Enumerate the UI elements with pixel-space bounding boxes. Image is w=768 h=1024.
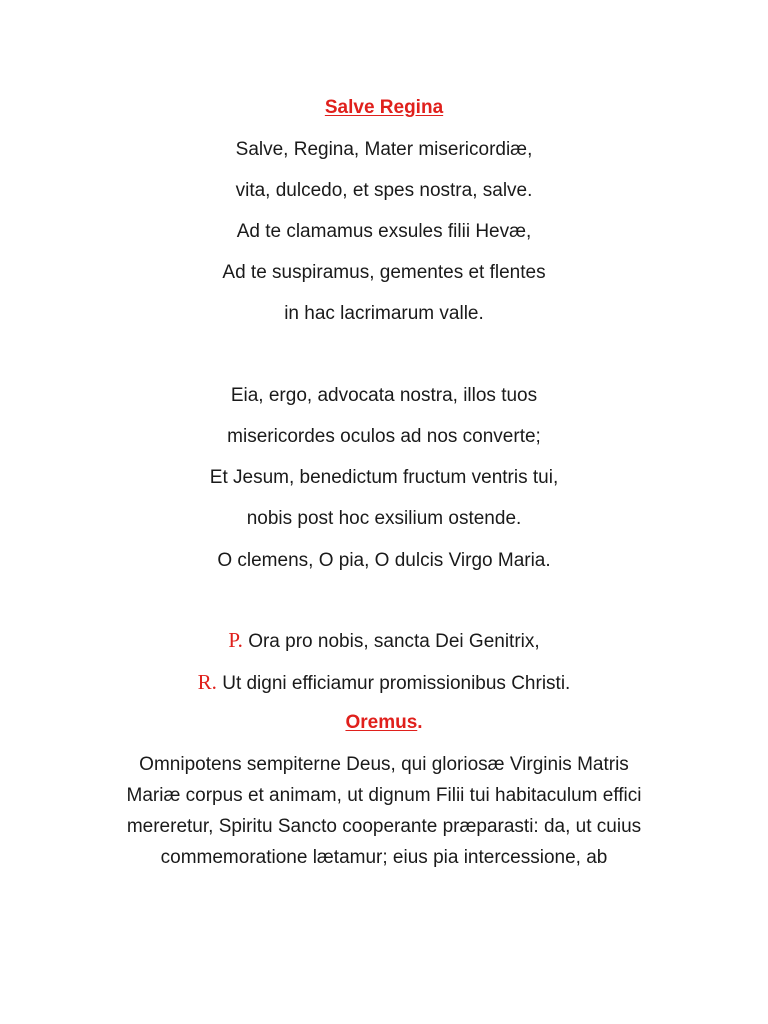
response-text: Ut digni efficiamur promissionibus Christi. <box>216 673 571 694</box>
stanza2-line-4: nobis post hoc exsilium ostende. <box>246 508 522 529</box>
stanza1-line-3: Ad te clamamus exsules filii Hevæ, <box>236 221 532 242</box>
stanza1-line-4: Ad te suspiramus, gementes et flentes <box>222 262 546 283</box>
stanza1-line-1: Salve, Regina, Mater misericordiæ, <box>235 139 533 160</box>
stanza2-line-5: O clemens, O pia, O dulcis Virgo Maria. <box>217 550 551 571</box>
response-mark: R. <box>197 670 217 694</box>
document-title: Salve Regina <box>324 97 444 118</box>
response-line <box>0 670 768 696</box>
stanza2-line-2: misericordes oculos ad nos converte; <box>227 426 541 447</box>
oremus-heading <box>0 711 768 735</box>
prayer-line-1: Omnipotens sempiterne Deus, qui gloriosæ Virginis Matris <box>139 754 629 775</box>
stanza2-line-1: Eia, ergo, advocata nostra, illos tuos <box>230 385 538 406</box>
versicle-line <box>0 628 768 654</box>
stanza1-line-5: in hac lacrimarum valle. <box>284 303 484 324</box>
oremus-word: Oremus <box>345 712 418 733</box>
oremus-dot: . <box>417 712 423 733</box>
stanza2-line-3: Et Jesum, benedictum fructum ventris tui, <box>209 467 559 488</box>
prayer-line-3: mereretur, Spiritu Sancto cooperante præparasti: da, ut cuius <box>126 816 642 837</box>
prayer-line-2: Mariæ corpus et animam, ut dignum Filii tui habitaculum effici <box>126 785 642 806</box>
prayer-line-4: commemoratione lætamur; eius pia intercessione, ab <box>160 847 608 868</box>
versicle-text: Ora pro nobis, sancta Dei Genitrix, <box>242 631 540 652</box>
versicle-mark: P. <box>228 628 243 652</box>
stanza1-line-2: vita, dulcedo, et spes nostra, salve. <box>235 180 533 201</box>
